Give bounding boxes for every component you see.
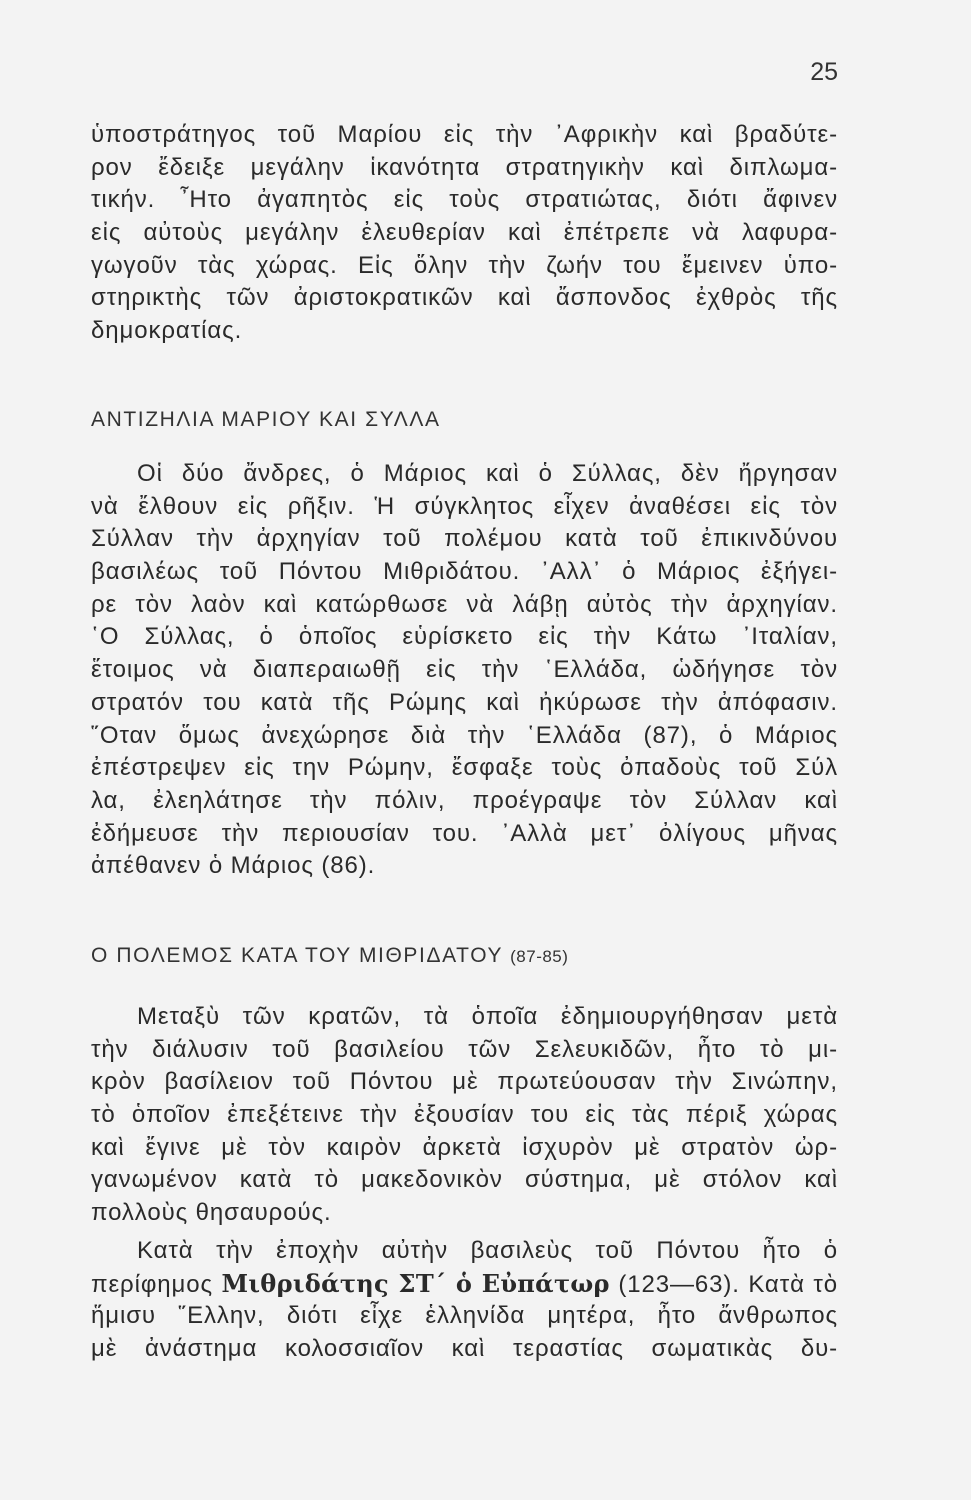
text-line: ῞Οταν ὅμως ἀνεχώρησε διὰ τὴν ῾Ελλάδα (87), ὁ Μάριος	[91, 721, 838, 749]
text-line: Σύλλαν τὴν ἀρχηγίαν τοῦ πολέμου κατὰ τοῦ ἐπικινδύνου	[91, 525, 838, 553]
text-line: γωγοῦν τὰς χώρας. Εἰς ὅλην τὴν ζωήν του ἔμεινεν ὑπο-	[91, 251, 838, 279]
text-line: ρον ἔδειξε μεγάλην ἱκανότητα στρατηγικὴν καὶ διπλωμα-	[91, 153, 838, 181]
heading-title: Ο ΠΟΛΕΜΟΣ ΚΑΤΑ ΤΟΥ ΜΙΘΡΙΔΑΤΟΥ	[91, 944, 503, 967]
text-line: εἰς αὐτοὺς μεγάλην ἐλευθερίαν καὶ ἐπέτρεπε νὰ λαφυρα-	[91, 219, 838, 247]
text-fragment: περίφημος	[91, 1270, 213, 1298]
text-line: γανωμένον κατὰ τὸ μακεδονικὸν σύστημα, μὲ στόλον καὶ	[91, 1166, 838, 1194]
text-line: ὑποστράτηγος τοῦ Μαρίου εἰς τὴν ᾿Αφρικὴν καὶ βραδύτε-	[91, 121, 838, 148]
paragraph-2	[91, 458, 838, 883]
text-line: κρὸν βασίλειον τοῦ Πόντου μὲ πρωτεύουσαν τὴν Σινώπην,	[91, 1068, 838, 1096]
text-line: ἐπέστρεψεν εἰς την Ρώμην, ἔσφαξε τοὺς ὀπαδοὺς τοῦ Σύλ	[91, 754, 838, 782]
text-line: Κατὰ τὴν ἐποχὴν αὐτὴν βασιλεὺς τοῦ Πόντου ἦτο ὁ	[137, 1237, 838, 1264]
text-line: πολλοὺς θησαυρούς.	[91, 1199, 332, 1227]
text-line: καὶ ἔγινε μὲ τὸν καιρὸν ἀρκετὰ ἰσχυρὸν μὲ στρατὸν ὠρ-	[91, 1133, 838, 1161]
text-line: τὸ ὁποῖον ἐπεξέτεινε τὴν ἐξουσίαν του εἰς τὰς πέριξ χώρας	[91, 1101, 838, 1129]
paragraph-1	[91, 119, 838, 348]
bold-king-name: Μιθριδάτης ΣΤ΄ ὁ Εὐπάτωρ	[221, 1268, 610, 1298]
text-line: μὲ ἀνάστημα κολοσσιαῖον καὶ τεραστίας σωματικὰς δυ-	[91, 1335, 838, 1363]
section-heading-rivalry: ΑΝΤΙΖΗΛΙΑ ΜΑΡΙΟΥ ΚΑΙ ΣΥΛΛΑ	[91, 408, 441, 431]
paragraph-4	[91, 1235, 838, 1366]
text-line: βασιλέως τοῦ Πόντου Μιθριδάτου. ᾿Αλλ᾿ ὁ Μάριος ἐξήγει-	[91, 558, 838, 586]
text-line: τὴν διάλυσιν τοῦ βασιλείου τῶν Σελευκιδῶν, ἦτο τὸ μι-	[91, 1035, 838, 1063]
text-line: ῾Ο Σύλλας, ὁ ὁποῖος εὑρίσκετο εἰς τὴν Κάτω ᾿Ιταλίαν,	[91, 623, 838, 651]
section-heading-mithridatic-war	[91, 944, 568, 968]
text-line: ἀπέθανεν ὁ Μάριος (86).	[91, 852, 376, 880]
text-line: ἐδήμευσε τὴν περιουσίαν του. ᾿Αλλὰ μετ᾿ ὀλίγους μῆνας	[91, 819, 838, 847]
text-line: Μεταξὺ τῶν κρατῶν, τὰ ὁποῖα ἐδημιουργήθησαν μετὰ	[137, 1003, 838, 1030]
page-number: 25	[810, 58, 838, 86]
paragraph-3	[91, 1001, 838, 1230]
text-line: τικήν. ῏Ητο ἀγαπητὸς εἰς τοὺς στρατιώτας, διότι ἄφινεν	[91, 186, 838, 214]
text-line: ἥμισυ ῞Ελλην, διότι εἶχε ἑλληνίδα μητέρα, ἦτο ἄνθρωπος	[91, 1302, 838, 1330]
text-fragment: (123—63). Κατὰ τὸ	[618, 1270, 838, 1298]
text-line: Οἱ δύο ἄνδρες, ὁ Μάριος καὶ ὁ Σύλλας, δὲν ἤργησαν	[137, 460, 838, 487]
text-line: δημοκρατίας.	[91, 317, 243, 345]
text-line: στρατόν του κατὰ τῆς Ρώμης καὶ ἠκύρωσε τὴν ἀπόφασιν.	[91, 688, 838, 716]
text-line: ἕτοιμος νὰ διαπεραιωθῇ εἰς τὴν ῾Ελλάδα, ὡδήγησε τὸν	[91, 656, 838, 684]
text-line: ρε τὸν λαὸν καὶ κατώρθωσε νὰ λάβῃ αὐτὸς τὴν ἀρχηγίαν.	[91, 590, 838, 618]
text-line: λα, ἐλεηλάτησε τὴν πόλιν, προέγραψε τὸν Σύλλαν καὶ	[91, 786, 838, 814]
heading-years: (87-85)	[510, 947, 569, 966]
text-line: νὰ ἔλθουν εἰς ρῆξιν. Ἡ σύγκλητος εἶχεν ἀναθέσει εἰς τὸν	[91, 492, 838, 520]
text-line-with-name	[91, 1268, 838, 1301]
text-line: στηρικτὴς τῶν ἀριστοκρατικῶν καὶ ἄσπονδος ἐχθρὸς τῆς	[91, 284, 838, 312]
